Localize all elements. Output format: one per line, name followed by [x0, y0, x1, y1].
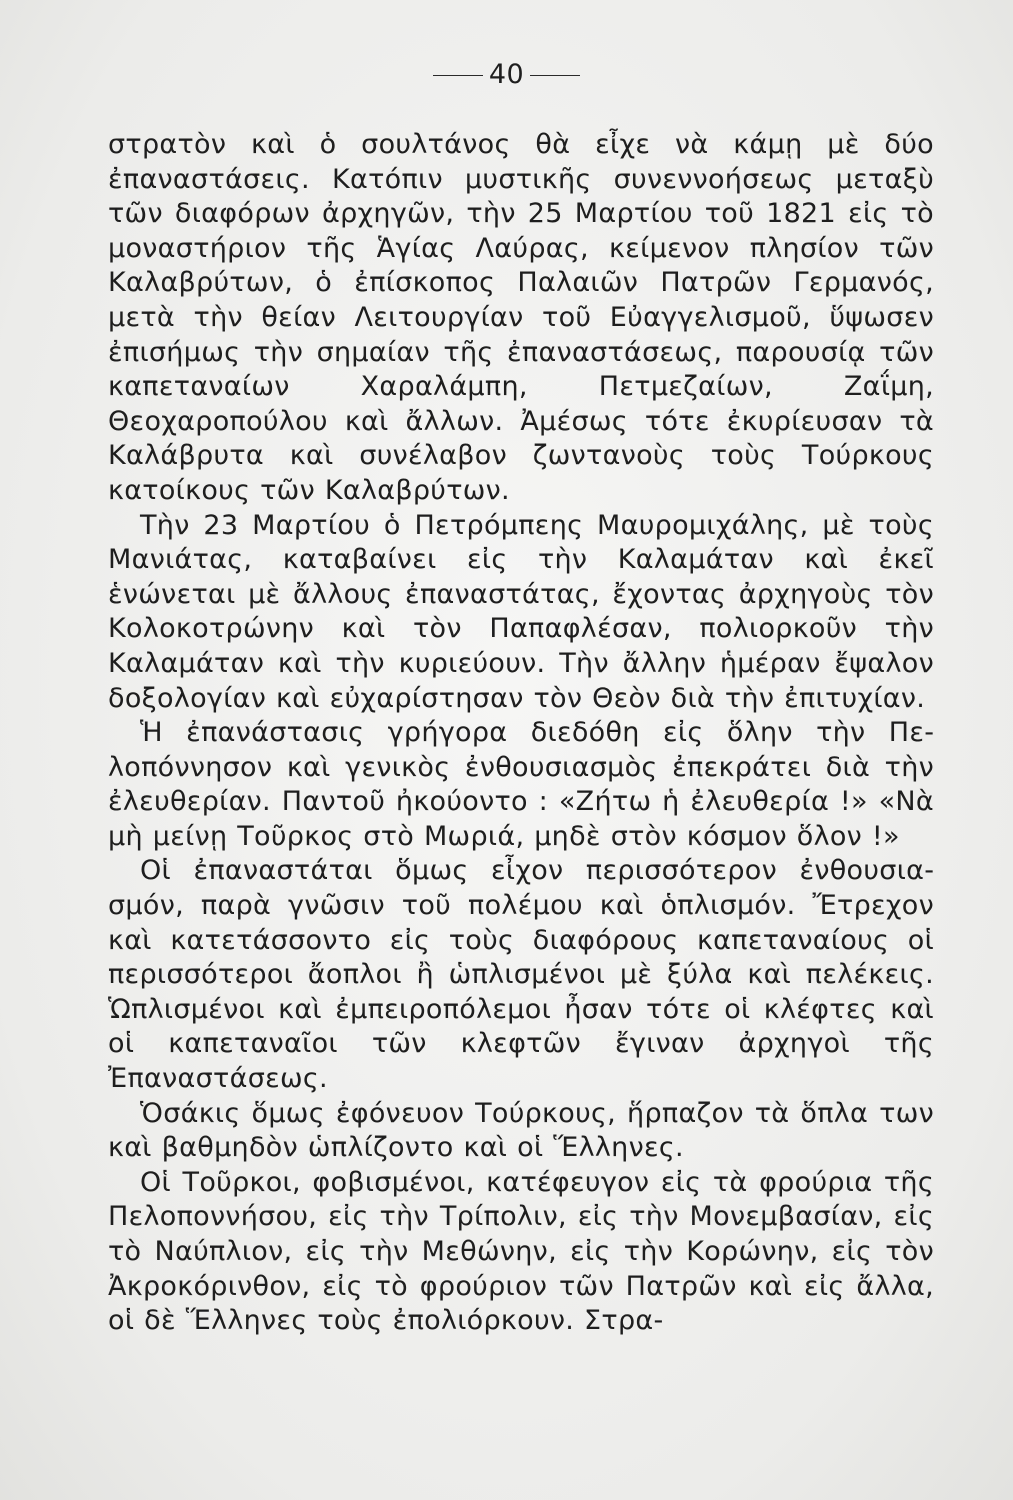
body-text — [108, 128, 934, 1339]
paragraph-5: Ὁσάκις ὅμως ἐφόνευον Τούρκους, ἥρπαζον τὰ ὅπλα των καὶ βαθμηδὸν ὡπλίζοντο καὶ οἱ Ἕλληνες. — [108, 1097, 934, 1164]
page-number: 40 — [488, 59, 525, 90]
header-dash-left — [433, 75, 483, 76]
paragraph-6: Οἱ Τοῦρκοι, φοβισμένοι, κατέφευγον εἰς τὰ φρούρια τῆς Πελοποννήσου, εἰς τὴν Τρίπολιν, εἰς τὴν Μονεμβασίαν, εἰς τὸ Ναύπλιον, εἰς τὴν Μεθώνην, εἰς τὴν Κορώνην, εἰς τὸν Ἀκροκόρινθον, εἰς τὸ φρούριον τῶν Πατρῶν καὶ εἰς ἄλλα, οἱ δὲ Ἕλληνες τοὺς ἐπολιόρκουν. Στρα- — [108, 1166, 934, 1337]
paragraph-3: Ἡ ἐπανάστασις γρήγορα διεδόθη εἰς ὅλην τὴν Πελοπόννησον καὶ γενικὸς ἐνθουσιασμὸς ἐπεκράτει διὰ τὴν ἐλευθερίαν. Παντοῦ ἠκούοντο : «Ζήτω ἡ ἐλευθερία !» «Νὰ μὴ μείνῃ Τοῦρκος στὸ Μωριά, μηδὲ στὸν κόσμον ὅλον !» — [108, 717, 934, 852]
page-header — [0, 58, 1013, 92]
paragraph-4: Οἱ ἐπαναστάται ὅμως εἶχον περισσότερον ἐνθουσιασμόν, παρὰ γνῶσιν τοῦ πολέμου καὶ ὁπλισμόν. Ἔτρεχον καὶ κατετάσσοντο εἰς τοὺς διαφόρους καπεταναίους οἱ περισσότεροι ἄοπλοι ἢ ὡπλισμένοι μὲ ξύλα καὶ πελέκεις. Ὡπλισμένοι καὶ ἐμπειροπόλεμοι ἦσαν τότε οἱ κλέφτες καὶ οἱ καπεταναῖοι τῶν κλεφτῶν ἔγιναν ἀρχηγοὶ τῆς Ἐπαναστάσεως. — [108, 855, 934, 1095]
header-dash-right — [530, 75, 580, 76]
paragraph-2: Τὴν 23 Μαρτίου ὁ Πετρόμπεης Μαυρομιχάλης, μὲ τοὺς Μανιάτας, καταβαίνει εἰς τὴν Καλαμάταν καὶ ἐκεῖ ἑνώνεται μὲ ἄλλους ἐπαναστάτας, ἔχοντας ἀρχηγοὺς τὸν Κολοκοτρώνην καὶ τὸν Παπαφλέσαν, πολιορκοῦν τὴν Καλαμάταν καὶ τὴν κυριεύουν. Τὴν ἄλλην ἡμέραν ἔψαλον δοξολογίαν καὶ εὐχαρίστησαν τὸν Θεὸν διὰ τὴν ἐπιτυχίαν. — [108, 509, 934, 714]
paragraph-1: στρατὸν καὶ ὁ σουλτάνος θὰ εἶχε νὰ κάμῃ μὲ δύο ἐπαναστάσεις. Κατόπιν μυστικῆς συνεννοήσεως μεταξὺ τῶν διαφόρων ἀρχηγῶν, τὴν 25 Μαρτίου τοῦ 1821 εἰς τὸ μοναστήριον τῆς Ἁγίας Λαύρας, κείμενον πλησίον τῶν Καλαβρύτων, ὁ ἐπίσκοπος Παλαιῶν Πατρῶν Γερμανός, μετὰ τὴν θείαν Λειτουργίαν τοῦ Εὐαγγελισμοῦ, ὕψωσεν ἐπισήμως τὴν σημαίαν τῆς ἐπαναστάσεως, παρουσίᾳ τῶν καπεταναίων Χαραλάμπη, Πετμεζαίων, Ζαΐμη, Θεοχαροπούλου καὶ ἄλλων. Ἀμέσως τότε ἐκυρίευσαν τὰ Καλάβρυτα καὶ συνέλαβον ζωντανοὺς τοὺς Τούρκους κατοίκους τῶν Καλαβρύτων. — [108, 129, 934, 506]
